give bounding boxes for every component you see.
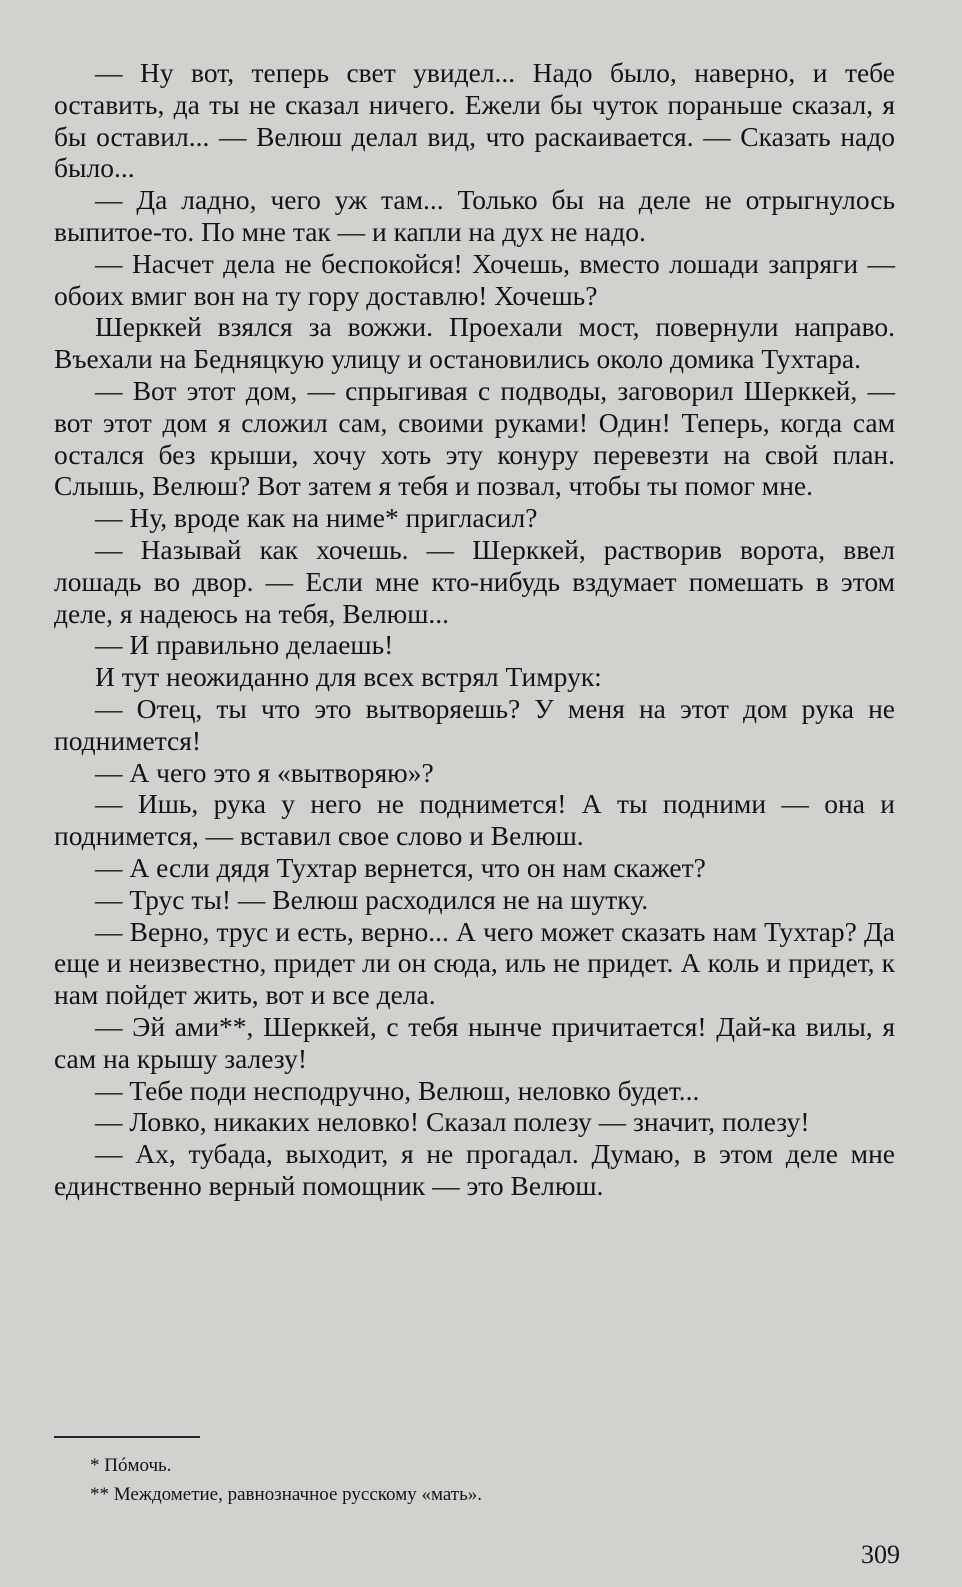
paragraph-17: — Тебе поди несподручно, Велюш, неловко будет...: [95, 1074, 700, 1106]
footnote-divider: [54, 1436, 200, 1438]
page-number: 309: [861, 1540, 900, 1569]
paragraph-18: — Ловко, никаких неловко! Сказал полезу — значит, полезу!: [95, 1106, 810, 1138]
paragraph-16: — Эй ами**, Шерккей, с тебя нынче причитается! Дай-ка вилы, я сам на крышу залезу!: [54, 1010, 895, 1074]
paragraph-13: — А если дядя Тухтар вернется, что он нам скажет?: [95, 851, 706, 883]
paragraph-8: — И правильно делаешь!: [95, 629, 394, 661]
paragraph-3: — Насчет дела не беспокойся! Хочешь, вместо лошади запряги — обоих вмиг вон на ту гору доставлю! Хочешь?: [54, 247, 895, 311]
main-text: [54, 57, 895, 1202]
paragraph-4: Шерккей взялся за вожжи. Проехали мост, повернули направо. Въехали на Бедняцкую улицу и остановились около домика Тухтара.: [54, 311, 895, 375]
paragraph-9: И тут неожиданно для всех встрял Тимрук:: [95, 661, 602, 693]
paragraph-15: — Верно, трус и есть, верно... А чего может сказать нам Тухтар? Да еще и неизвестно, придет ли он сюда, иль не придет. А коль и придет, к нам пойдет жить, вот и все дела.: [54, 915, 895, 1011]
footnote-1: * Пóмочь.: [90, 1455, 172, 1476]
paragraph-10: — Отец, ты что это вытворяешь? У меня на этот дом рука не поднимется!: [54, 692, 895, 756]
paragraph-14: — Трус ты! — Велюш расходился не на шутку.: [95, 883, 649, 915]
paragraph-5: — Вот этот дом, — спрыгивая с подводы, заговорил Шерккей, — вот этот дом я сложил сам, своими руками! Один! Теперь, когда сам остался без крыши, хочу хоть эту конуру перевезти на свой план. Слышь, Велюш? Вот затем я тебя и позвал, чтобы ты помог мне.: [54, 374, 895, 502]
footnote-2: ** Междометие, равнозначное русскому «мать».: [90, 1484, 483, 1505]
paragraph-19: — Ах, тубада, выходит, я не прогадал. Думаю, в этом деле мне единственно верный помощник — это Велюш.: [54, 1138, 895, 1201]
paragraph-12: — Ишь, рука у него не поднимется! А ты подними — она и поднимется, — вставил свое слово и Велюш.: [54, 788, 895, 852]
paragraph-1: — Ну вот, теперь свет увидел... Надо было, наверно, и тебе оставить, да ты не сказал ничего. Ежели бы чуток пораньше сказал, я бы оставил... — Велюш делал вид, что раскаивается. — Сказать надо было...: [54, 57, 895, 184]
paragraph-6: — Ну, вроде как на ниме* пригласил?: [95, 502, 538, 534]
footnotes: [90, 1451, 890, 1509]
paragraph-11: — А чего это я «вытворяю»?: [95, 756, 434, 788]
paragraph-2: — Да ладно, чего уж там... Только бы на деле не отрыгнулось выпитое-то. По мне так — и капли на дух не надо.: [54, 184, 895, 247]
paragraph-7: — Называй как хочешь. — Шерккей, растворив ворота, ввел лошадь во двор. — Если мне кто-нибудь вздумает помешать в этом деле, я надеюсь на тебя, Велюш...: [54, 533, 895, 629]
